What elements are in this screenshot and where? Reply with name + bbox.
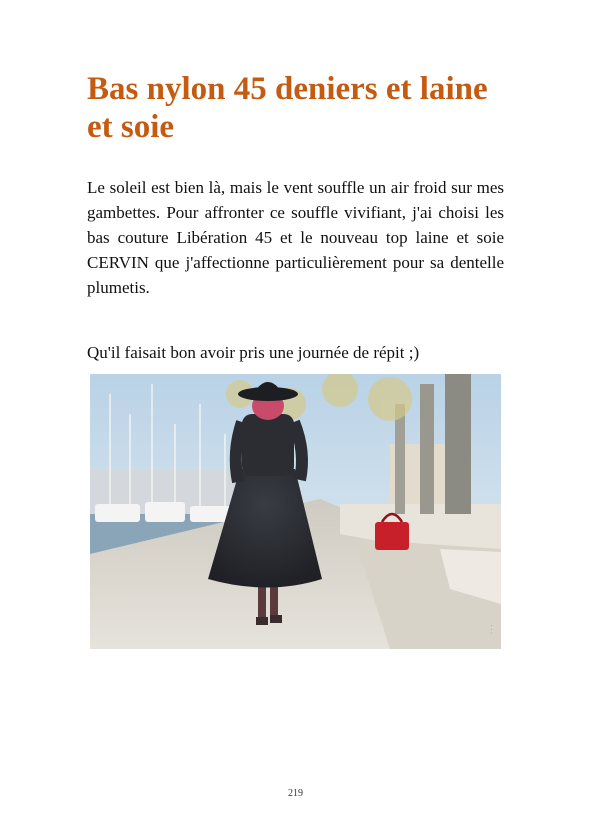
page-title: Bas nylon 45 deniers et laine et soie	[87, 71, 488, 145]
page-number: 219	[288, 788, 303, 799]
body-paragraph-2: Qu'il faisait bon avoir pris une journée de répit ;)	[87, 343, 420, 362]
photo-woman-harbor	[90, 374, 501, 649]
photo-illustration	[90, 374, 501, 649]
svg-text:· · ·: · · ·	[489, 624, 495, 634]
body-paragraph-1: Le soleil est bien là, mais le vent souffle un air froid sur mes gambettes. Pour affronter ce souffle vivifiant, j'ai choisi les bas couture Libération 45 et le nouveau top laine et soie CERVIN que j'affectionne particulièrement pour sa dentelle plumetis.	[87, 178, 504, 297]
